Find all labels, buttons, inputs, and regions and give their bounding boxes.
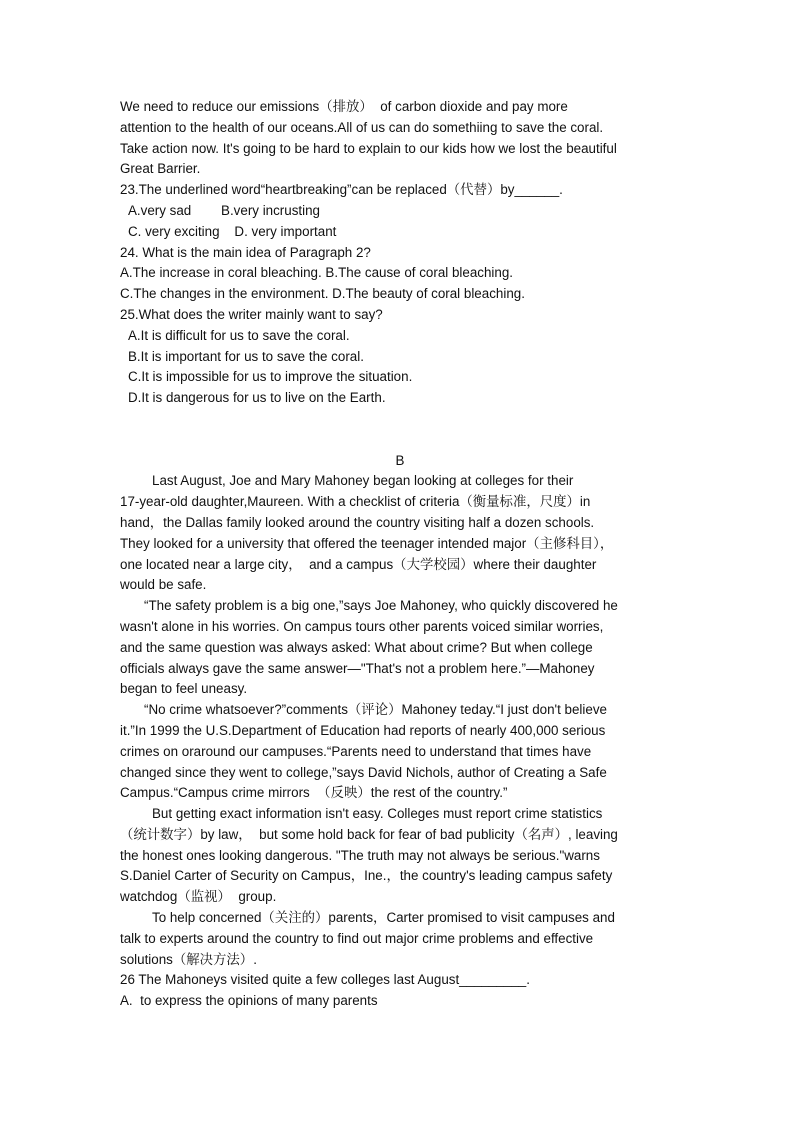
section-spacer <box>120 409 680 451</box>
text-line: one located near a large city， and a campus（大学校园）where their daughter <box>120 556 597 572</box>
text-line: the honest ones looking dangerous. "The truth may not always be serious."warns <box>120 847 600 863</box>
passage-b-paragraph-2 <box>120 596 680 700</box>
text-line: changed since they went to college,”says David Nichols, author of Creating a Safe <box>120 764 607 780</box>
passage-b-paragraph-1 <box>120 471 680 596</box>
text-line: solutions（解决方法）. <box>120 951 257 967</box>
question-option: A. to express the opinions of many parents <box>120 993 378 1009</box>
question-options: A.very sad B.very incrusting <box>128 202 321 218</box>
question-option: A.It is difficult for us to save the coral. <box>128 327 350 343</box>
text-line: But getting exact information isn't easy. Colleges must report crime statistics <box>152 806 603 822</box>
text-line: watchdog（监视） group. <box>120 889 277 905</box>
text-line: attention to the health of our oceans.All of us can do somethiing to save the coral. <box>120 119 604 135</box>
text-line: officials always gave the same answer—"That's not a problem here.”—Mahoney <box>120 660 595 676</box>
text-line: “The safety problem is a big one,”says Joe Mahoney, who quickly discovered he <box>144 598 618 614</box>
question-options: C. very exciting D. very important <box>128 223 337 239</box>
text-line: S.Daniel Carter of Security on Campus，Ine.，the country's leading campus safety <box>120 868 613 884</box>
text-line: would be safe. <box>120 577 207 593</box>
text-line: began to feel uneasy. <box>120 681 248 697</box>
passage-b-paragraph-5 <box>120 908 680 970</box>
text-line: it.”In 1999 the U.S.Department of Education had reports of nearly 400,000 serious <box>120 722 606 738</box>
text-line: and the same question was always asked: What about crime? But when college <box>120 639 593 655</box>
text-line: hand，the Dallas family looked around the country visiting half a dozen schools. <box>120 514 595 530</box>
document-content <box>120 97 680 1012</box>
question-23 <box>120 180 680 242</box>
passage-a-ending <box>120 97 680 180</box>
text-line: talk to experts around the country to find out major crime problems and effective <box>120 930 594 946</box>
text-line: They looked for a university that offered the teenager intended major（主修科目）， <box>120 535 614 551</box>
text-line: Great Barrier. <box>120 161 201 177</box>
question-stem: 25.What does the writer mainly want to say? <box>120 306 383 322</box>
text-line: “No crime whatsoever?”comments（评论）Mahoney teday.“I just don't believe <box>144 702 607 718</box>
text-line: To help concerned（关注的）parents，Carter promised to visit campuses and <box>152 910 615 926</box>
text-line: Take action now. It's going to be hard to explain to our kids how we lost the beautiful <box>120 140 617 156</box>
text-line: crimes on oraround our campuses.“Parents need to understand that times have <box>120 743 592 759</box>
question-option: D.It is dangerous for us to live on the Earth. <box>128 390 386 406</box>
section-heading: B <box>395 452 405 468</box>
question-stem: 26 The Mahoneys visited quite a few colleges last August_________. <box>120 972 530 988</box>
question-26 <box>120 970 680 1012</box>
text-line: We need to reduce our emissions（排放） of carbon dioxide and pay more <box>120 99 568 114</box>
text-line: Campus.“Campus crime mirrors （反映）the rest of the country.” <box>120 785 508 801</box>
question-25 <box>120 305 680 409</box>
question-options: A.The increase in coral bleaching. B.The cause of coral bleaching. <box>120 265 514 281</box>
passage-b-paragraph-4 <box>120 804 680 908</box>
text-line: （统计数字）by law， but some hold back for fear of bad publicity（名声）, leaving <box>120 826 618 842</box>
text-line: wasn't alone in his worries. On campus tours other parents voiced similar worries, <box>120 618 604 634</box>
question-options: C.The changes in the environment. D.The beauty of coral bleaching. <box>120 286 525 302</box>
question-stem: 24. What is the main idea of Paragraph 2? <box>120 244 371 260</box>
passage-b-paragraph-3 <box>120 700 680 804</box>
passage-b <box>120 471 680 970</box>
question-stem: 23.The underlined word“heartbreaking”can be replaced（代替）by______. <box>120 182 563 198</box>
question-24 <box>120 243 680 305</box>
question-option: C.It is impossible for us to improve the situation. <box>128 369 413 385</box>
question-option: B.It is important for us to save the coral. <box>128 348 364 364</box>
text-line: 17-year-old daughter,Maureen. With a checklist of criteria（衡量标准，尺度）in <box>120 494 591 510</box>
text-line: Last August, Joe and Mary Mahoney began looking at colleges for their <box>152 473 574 489</box>
